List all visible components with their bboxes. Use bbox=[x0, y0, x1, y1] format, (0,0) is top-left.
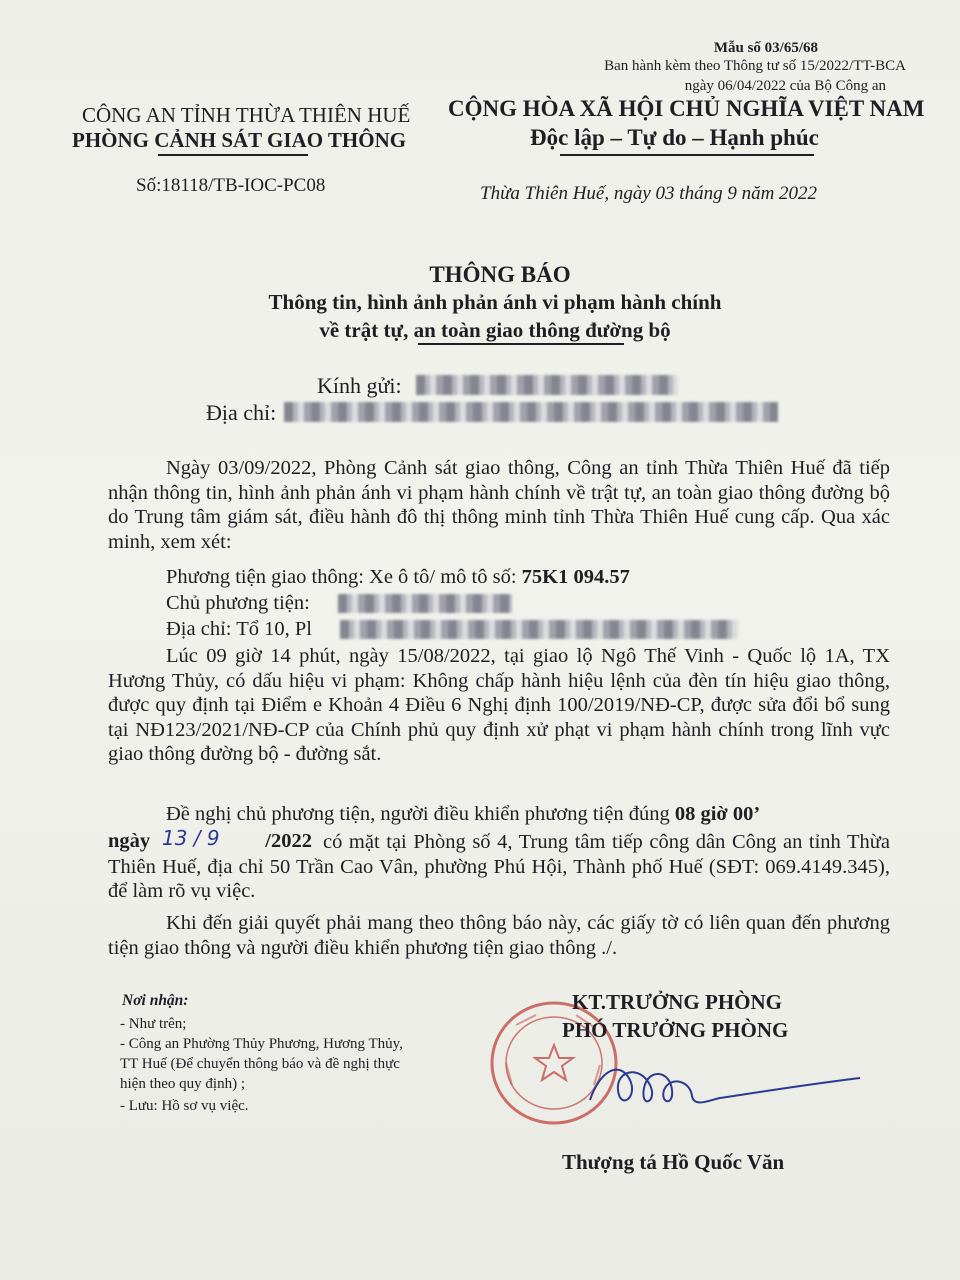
motto: Độc lập – Tự do – Hạnh phúc bbox=[530, 125, 819, 150]
recipient-item: hiện theo quy định) ; bbox=[120, 1076, 245, 1092]
paragraph-instructions: Khi đến giải quyết phải mang theo thông báo này, các giấy tờ có liên quan đến phương tiện giao thông và người điều khiển phương tiện giao thông ./. bbox=[108, 912, 890, 959]
issued-by-line2: ngày 06/04/2022 của Bộ Công an bbox=[684, 78, 886, 94]
republic-name: CỘNG HÒA XÃ HỘI CHỦ NGHĨA VIỆT NAM bbox=[448, 96, 925, 121]
place-and-date: Thừa Thiên Huế, ngày 03 tháng 9 năm 2022 bbox=[480, 183, 818, 204]
appointment-request: Đề nghị chủ phương tiện, người điều khiển phương tiện đúng bbox=[166, 803, 675, 825]
redacted-recipient-name bbox=[416, 375, 678, 395]
appointment-year: /2022 bbox=[265, 830, 312, 852]
redacted-owner-address bbox=[340, 620, 738, 639]
salutation-label: Kính gửi: bbox=[317, 373, 402, 398]
issued-by-line1: Ban hành kèm theo Thông tư số 15/2022/TT-BCA bbox=[604, 58, 906, 74]
motto-underline bbox=[560, 154, 814, 156]
recipient-item: - Lưu: Hồ sơ vụ việc. bbox=[120, 1098, 249, 1114]
appointment-time: 08 giờ 00’ bbox=[674, 803, 761, 825]
vehicle-line bbox=[166, 566, 630, 589]
appointment-day-label: ngày bbox=[108, 830, 151, 852]
handwritten-date: 13 / 9 bbox=[162, 826, 220, 850]
agency-underline bbox=[158, 154, 308, 156]
agency-name: CÔNG AN TỈNH THỪA THIÊN HUẾ bbox=[82, 103, 411, 127]
redacted-recipient-address bbox=[284, 402, 778, 422]
owner-label: Chủ phương tiện: bbox=[166, 592, 310, 614]
paragraph-received-info: Ngày 03/09/2022, Phòng Cảnh sát giao thông, Công an tỉnh Thừa Thiên Huế đã tiếp nhận thông tin, hình ảnh phản ánh vi phạm hành chính về trật tự, an toàn giao thông đường bộ do Trung tâm giám sát, điều hành đô thị thông minh tỉnh Thừa Thiên Huế cung cấp. Qua xác minh, xem xét: bbox=[108, 457, 890, 553]
recipients-heading: Nơi nhận: bbox=[122, 992, 189, 1009]
handwritten-signature bbox=[560, 1040, 880, 1130]
document-title: THÔNG BÁO bbox=[429, 262, 571, 287]
address-label: Địa chỉ: bbox=[206, 400, 277, 425]
owner-address-label: Địa chỉ: Tổ 10, Pl bbox=[166, 618, 312, 640]
vehicle-label: Phương tiện giao thông: Xe ô tô/ mô tô số: bbox=[166, 566, 522, 588]
signer-name: Thượng tá Hồ Quốc Văn bbox=[562, 1150, 785, 1174]
recipient-item: - Công an Phường Thủy Phương, Hương Thủy, bbox=[120, 1036, 403, 1052]
appointment-location bbox=[108, 830, 890, 904]
document-number: Số:18118/TB-IOC-PC08 bbox=[136, 175, 326, 196]
vehicle-plate: 75K1 094.57 bbox=[521, 566, 630, 588]
redacted-owner-name bbox=[338, 594, 512, 613]
document-subtitle-line2: về trật tự, an toàn giao thông đường bộ bbox=[319, 318, 671, 342]
recipient-item: TT Huế (Để chuyển thông báo và đề nghị thực bbox=[120, 1056, 400, 1072]
department-name: PHÒNG CẢNH SÁT GIAO THÔNG bbox=[72, 128, 407, 152]
appointment-location-text: có mặt tại Phòng số 4, Trung tâm tiếp công dân Công an tỉnh Thừa Thiên Huế, địa chỉ 50 Trần Cao Vân, phường Phú Hội, Thành phố Huế (SĐT: 069.4149.345), để làm rõ vụ việc. bbox=[108, 831, 890, 902]
signature-title-1: KT.TRƯỞNG PHÒNG bbox=[572, 990, 782, 1014]
paragraph-violation: Lúc 09 giờ 14 phút, ngày 15/08/2022, tại giao lộ Ngô Thế Vinh - Quốc lộ 1A, TX Hương Thủy, có dấu hiệu vi phạm: Không chấp hành hiệu lệnh của đèn tín hiệu giao thông, được quy định tại Điểm e Khoản 4 Điều 6 Nghị định 100/2019/NĐ-CP, được sửa đổi bổ sung tại NĐ123/2021/NĐ-CP của Chính phủ quy định xử phạt vi phạm hành chính trong lĩnh vực giao thông đường bộ - đường sắt. bbox=[108, 645, 890, 765]
recipient-item: - Như trên; bbox=[120, 1016, 187, 1032]
document-subtitle-line1: Thông tin, hình ảnh phản ánh vi phạm hành chính bbox=[268, 290, 722, 314]
form-number: Mẫu số 03/65/68 bbox=[713, 40, 818, 56]
appointment-line1 bbox=[166, 803, 760, 826]
title-underline bbox=[418, 343, 624, 345]
signature-title-2: PHÓ TRƯỞNG PHÒNG bbox=[562, 1018, 789, 1042]
